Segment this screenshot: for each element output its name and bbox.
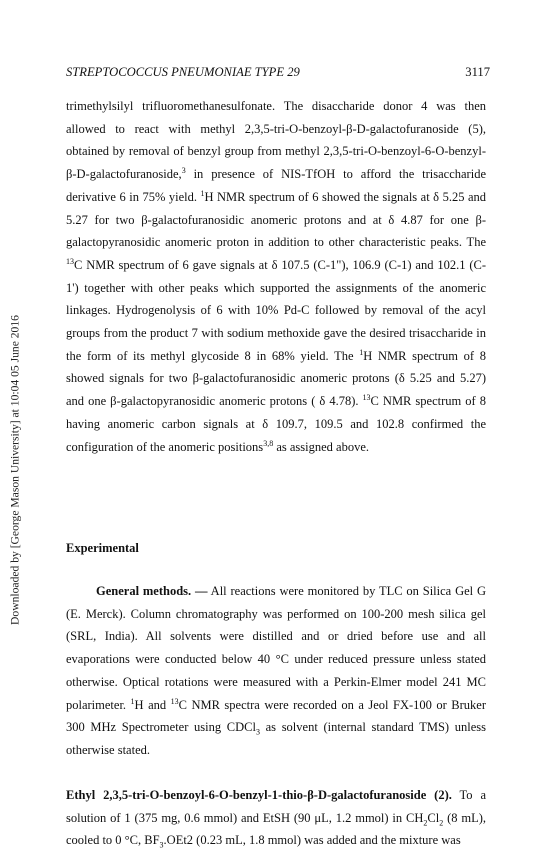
text-run: .OEt2 (0.23 mL, 1.8 mmol) was added and the mixture was [163, 833, 461, 848]
download-note: Downloaded by [George Mason University] at 10:04 05 June 2016 [8, 315, 22, 625]
text-run: in presence of NIS-TfOH to afford the trisaccharide derivative 6 in 75% yield. [66, 167, 486, 204]
download-watermark [0, 0, 30, 864]
text-run: C NMR spectra were recorded on a Jeol FX-100 or Bruker 300 MHz Spectrometer using CDCl [66, 697, 487, 735]
formula-subscript: 2 [423, 818, 428, 828]
text-run: H NMR spectrum of 8 showed signals for two β-galactofuranosidic anomeric protons (δ 5.25 and 5.27) and one β-galactopyranosidic anomeric protons ( δ 4.78). [66, 348, 486, 409]
section-heading: Experimental [66, 541, 139, 555]
text-run: (8 mL), cooled to 0 °C, BF [66, 810, 486, 848]
text-run: as assigned above. [273, 439, 369, 454]
text-run: as solvent (internal standard TMS) unless otherwise stated. [66, 720, 486, 757]
isotope-superscript: 13 [66, 256, 74, 266]
text-run: C NMR spectrum of 8 having anomeric carbon signals at δ 109.7, 109.5 and 102.8 confirmed the configuration of the anomeric positions [66, 394, 486, 454]
page-number: 3117 [465, 65, 490, 79]
paragraph-lead: General methods. — [96, 584, 208, 598]
running-title: STREPTOCOCCUS PNEUMONIAE TYPE 29 [66, 65, 300, 79]
formula-subscript: 3 [255, 727, 260, 737]
text-run: trimethylsilyl trifluoromethanesulfonate. The disaccharide donor 4 was then allowed to react with methyl 2,3,5-tri-O-benzoyl-β-D-galactofuranoside (5), obtained by removal of benzyl group from methyl 2,3,5-tri-O-benzoyl-6-O-benzyl-β-D-galactofuranoside, [66, 99, 486, 182]
text-run: H and [134, 697, 171, 712]
text-run: All reactions were monitored by TLC on Silica Gel G (E. Merck). Column chromatography was performed on 100-200 mesh silica gel (SRL, India). All solvents were distilled and or dried before use and all evaporations were conducted below 40 °C under reduced pressure unless stated otherwise. Optical rotations were measured with a Perkin-Elmer model 241 MC polarimeter. [66, 584, 486, 712]
isotope-superscript: 1 [200, 188, 205, 198]
body-paragraph-compound-2 [66, 784, 486, 852]
text-run: C NMR spectrum of 6 gave signals at δ 107.5 (C-1"), 106.9 (C-1) and 102.1 (C-1') together with other peaks which supported the assignments of the anomeric linkages. Hydrogenolysis of 6 with 10% Pd-C followed by removal of the acyl groups from the product 7 with sodium methoxide gave the desired trisaccharide in the form of its methyl glycoside 8 in 68% yield. The [66, 257, 486, 363]
citation-ref: 3 [181, 165, 186, 175]
formula-subscript: 2 [439, 818, 444, 828]
body-paragraph-results [66, 95, 486, 458]
formula-subscript: 3 [159, 840, 164, 850]
isotope-superscript: 13 [362, 392, 371, 402]
citation-ref: 3,8 [263, 438, 274, 448]
running-header [66, 65, 490, 80]
isotope-superscript: 1 [130, 696, 135, 706]
text-run: Cl [427, 810, 440, 825]
isotope-superscript: 1 [359, 347, 364, 357]
compound-heading: Ethyl 2,3,5-tri-O-benzoyl-6-O-benzyl-1-thio-β-D-galactofuranoside (2). [66, 788, 452, 802]
text-run: H NMR spectrum of 6 showed the signals at δ 5.25 and 5.27 for two β-galactofuranosidic anomeric protons and at δ 4.87 for one β-galactopyranosidic anomeric proton in addition to other characteristic peaks. The [66, 189, 486, 250]
body-paragraph-methods [66, 580, 486, 762]
text-run: To a solution of 1 (375 mg, 0.6 mmol) and EtSH (90 μL, 1.2 mmol) in CH [66, 788, 486, 825]
isotope-superscript: 13 [170, 696, 179, 706]
